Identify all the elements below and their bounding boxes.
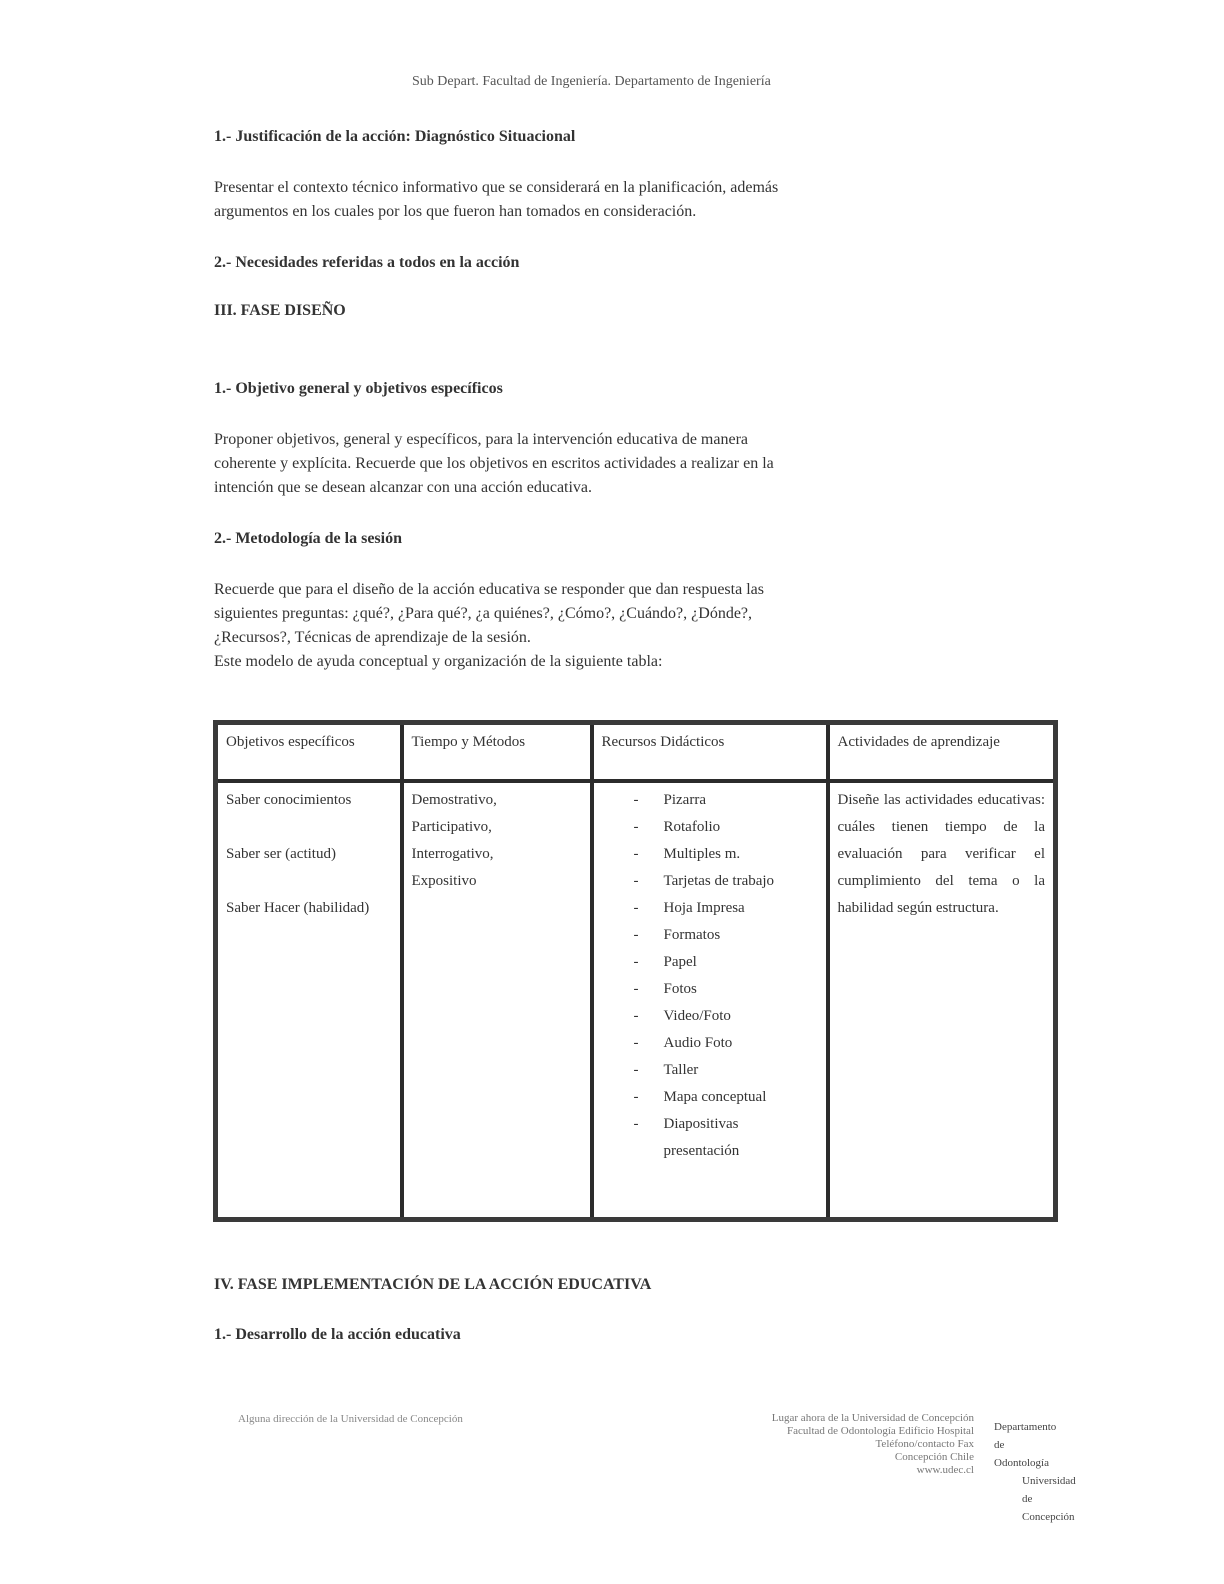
section-title-implementation: IV. FASE IMPLEMENTACIÓN DE LA ACCIÓN EDUCATIVA bbox=[214, 1276, 652, 1293]
method-item: Interrogativo, bbox=[411, 846, 494, 862]
list-item: - Multiples m. bbox=[664, 841, 818, 868]
list-item: - Fotos bbox=[664, 976, 818, 1003]
text-line: ¿Recursos?, Técnicas de aprendizaje de la sesión. bbox=[214, 629, 531, 646]
text-line: argumentos en los cuales por los que fueron han tomados en consideración. bbox=[214, 203, 697, 220]
section-title-justification: 1.- Justificación de la acción: Diagnóstico Situacional bbox=[214, 128, 576, 145]
objective-item: Saber Hacer (habilidad) bbox=[226, 900, 370, 916]
text-line: Este modelo de ayuda conceptual y organización de la siguiente tabla: bbox=[214, 653, 663, 670]
section-justification-text bbox=[214, 176, 994, 224]
resources-cell bbox=[592, 781, 828, 1220]
list-item: - Taller bbox=[664, 1057, 818, 1084]
footer-line: www.udec.cl bbox=[916, 1464, 974, 1476]
text-line: coherente y explícita. Recuerde que los objetivos en escritos actividades a realizar en la bbox=[214, 455, 774, 472]
footer-line: de bbox=[1022, 1493, 1033, 1505]
method-item: Participativo, bbox=[411, 819, 492, 835]
text-line: Recuerde que para el diseño de la acción educativa se responder que dan respuesta las bbox=[214, 581, 764, 598]
resources-list bbox=[594, 787, 818, 1165]
footer-line: Concepción bbox=[1022, 1511, 1075, 1523]
footer-line: Universidad bbox=[1022, 1475, 1076, 1487]
method-item: Demostrativo, bbox=[411, 792, 497, 808]
objectives-cell bbox=[216, 781, 402, 1220]
table-header-objectives: Objetivos específicos bbox=[216, 723, 402, 782]
methods-cell bbox=[402, 781, 592, 1220]
text-line: siguientes preguntas: ¿qué?, ¿Para qué?, ¿a quiénes?, ¿Cómo?, ¿Cuándo?, ¿Dónde?, bbox=[214, 605, 753, 622]
footer-line: Teléfono/contacto Fax bbox=[875, 1438, 974, 1450]
footer-line: Facultad de Odontología Edificio Hospital bbox=[787, 1425, 974, 1437]
page-header: Sub Depart. Facultad de Ingeniería. Departamento de Ingeniería bbox=[412, 74, 771, 89]
list-item: - Tarjetas de trabajo bbox=[664, 868, 818, 895]
text-line: Presentar el contexto técnico informativo que se considerará en la planificación, además bbox=[214, 179, 779, 196]
objective-item: Saber ser (actitud) bbox=[226, 846, 336, 862]
section-methodology-text bbox=[214, 578, 994, 674]
table-header-resources: Recursos Didácticos bbox=[592, 723, 828, 782]
list-item: - Audio Foto bbox=[664, 1030, 818, 1057]
list-item: - Diapositivas presentación bbox=[664, 1111, 818, 1165]
list-item: - Mapa conceptual bbox=[664, 1084, 818, 1111]
method-item: Expositivo bbox=[411, 873, 477, 889]
text-line: intención que se desean alcanzar con una acción educativa. bbox=[214, 479, 593, 496]
objective-item: Saber conocimientos bbox=[226, 792, 352, 808]
section-title-needs: 2.- Necesidades referidas a todos en la acción bbox=[214, 254, 520, 271]
table-row bbox=[216, 781, 1056, 1220]
list-item: - Papel bbox=[664, 949, 818, 976]
table-header-methods: Tiempo y Métodos bbox=[402, 723, 592, 782]
footer-department bbox=[994, 1418, 1124, 1526]
footer-address-mid bbox=[716, 1412, 974, 1477]
section-title-design-phase: III. FASE DISEÑO bbox=[214, 302, 346, 319]
footer-line: Concepción Chile bbox=[894, 1451, 974, 1463]
footer-address-left: Alguna dirección de la Universidad de Concepción bbox=[238, 1413, 463, 1425]
table-header-activities: Actividades de aprendizaje bbox=[828, 723, 1056, 782]
footer-line: Lugar ahora de la Universidad de Concepción bbox=[771, 1412, 974, 1424]
section-title-development: 1.- Desarrollo de la acción educativa bbox=[214, 1326, 461, 1343]
text-line: Proponer objetivos, general y específicos, para la intervención educativa de manera bbox=[214, 431, 748, 448]
section-objectives-text bbox=[214, 428, 994, 500]
list-item: - Formatos bbox=[664, 922, 818, 949]
list-item: - Hoja Impresa bbox=[664, 895, 818, 922]
footer-line: Odontología bbox=[994, 1457, 1049, 1469]
list-item: - Video/Foto bbox=[664, 1003, 818, 1030]
section-title-methodology: 2.- Metodología de la sesión bbox=[214, 530, 402, 547]
planning-table bbox=[213, 720, 1058, 1222]
section-title-objectives: 1.- Objetivo general y objetivos específicos bbox=[214, 380, 503, 397]
footer-line: de bbox=[994, 1439, 1005, 1451]
list-item: - Pizarra bbox=[664, 787, 818, 814]
activities-cell: Diseñe las actividades educativas: cuáles tienen tiempo de la evaluación para verificar el cumplimiento del tema o la habilidad según estructura. bbox=[828, 781, 1056, 1220]
list-item: - Rotafolio bbox=[664, 814, 818, 841]
footer-line: Departamento bbox=[994, 1421, 1057, 1433]
